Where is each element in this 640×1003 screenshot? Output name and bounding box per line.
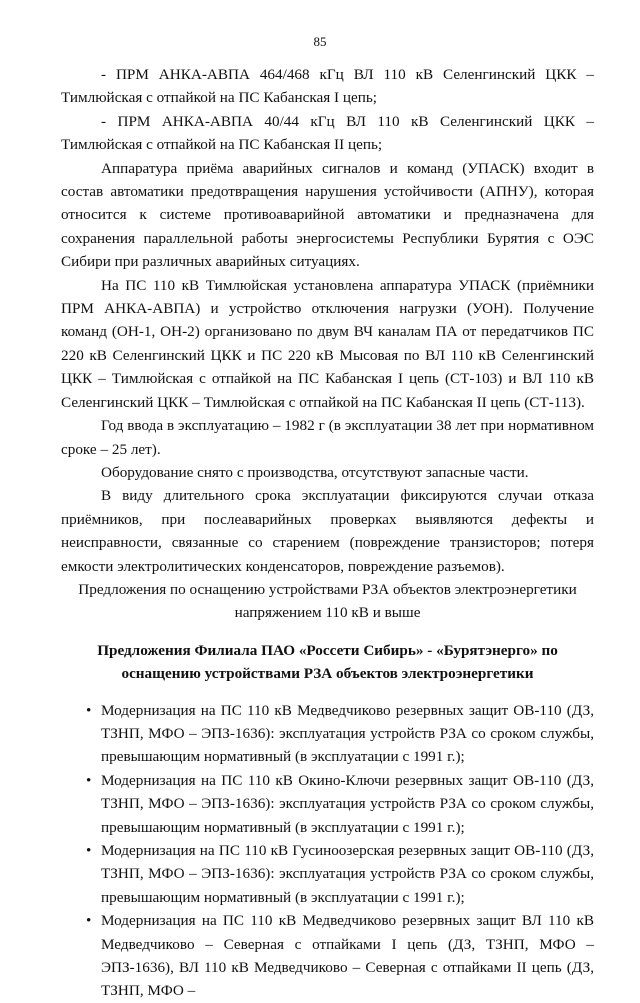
proposals-list: [61, 699, 594, 1003]
paragraph-failures: В виду длительного срока эксплуатации фиксируются случаи отказа приёмников, при послеаварийных проверках выявляются дефекты и неисправности, связанные со старением (повреждение транзисторов; потеря емкости электролитических конденсаторов, повреждение разъемов).: [61, 487, 594, 575]
list-item: [61, 699, 594, 769]
paragraph-prm-40: - ПРМ АНКА-АВПА 40/44 кГц ВЛ 110 кВ Селенгинский ЦКК – Тимлюйская с отпайкой на ПС Кабанская II цепь;: [61, 112, 594, 154]
bullet-icon: •: [86, 701, 92, 719]
section-title-line-2: напряжением 110 кВ и выше: [234, 604, 421, 622]
list-item-text: Модернизация на ПС 110 кВ Окино-Ключи резервных защит ОВ-110 (ДЗ, ТЗНП, МФО – ЭПЗ-1636): эксплуатация устройств РЗА со сроком службы, превышающим нормативный (в эксплуатации с 1991 г.);: [101, 771, 594, 836]
list-item: [61, 839, 594, 909]
paragraph-commissioning-year: Год ввода в эксплуатацию – 1982 г (в эксплуатации 38 лет при нормативном сроке – 25 лет).: [61, 417, 594, 458]
list-item: [61, 909, 594, 1003]
bold-heading-line-2: оснащению устройствами РЗА объектов электроэнергетики: [121, 665, 534, 683]
section-title: [61, 578, 594, 625]
list-item: [61, 769, 594, 839]
section-title-line-1: Предложения по оснащению устройствами РЗА объектов электроэнергетики: [78, 580, 577, 598]
paragraph-timlyuiskaya-equipment: На ПС 110 кВ Тимлюйская установлена аппаратура УПАСК (приёмники ПРМ АНКА-АВПА) и устройство отключения нагрузки (УОН). Получение команд (ОН-1, ОН-2) организовано по двум ВЧ каналам ПА от передатчиков ПС 220 кВ Селенгинский ЦКК и ПС 220 кВ Мысовая по ВЛ 110 кВ Селенгинский ЦКК – Тимлюйская с отпайкой на ПС Кабанская I цепь (СТ-103) и ВЛ 110 кВ Селенгинский ЦКК – Тимлюйская с отпайкой на ПС Кабанская II цепь (СТ-113).: [61, 276, 594, 411]
bullet-icon: •: [86, 842, 92, 859]
bold-heading-line-1: Предложения Филиала ПАО «Россети Сибирь» - «Бурятэнерго» по: [97, 641, 558, 659]
paragraph-discontinued: Оборудование снято с производства, отсутствуют запасные части.: [101, 463, 529, 481]
bullet-icon: •: [86, 771, 92, 789]
list-item-text: Модернизация на ПС 110 кВ Медведчиково резервных защит ОВ-110 (ДЗ, ТЗНП, МФО – ЭПЗ-1636): эксплуатация устройств РЗА со сроком службы, превышающим нормативный (в эксплуатации с 1991 г.);: [101, 701, 594, 766]
page-content: [61, 63, 594, 1003]
bullet-icon: •: [86, 912, 92, 930]
list-item-text: Модернизация на ПС 110 кВ Гусиноозерская резервных защит ОВ-110 (ДЗ, ТЗНП, МФО – ЭПЗ-1636): эксплуатация устройств РЗА со сроком службы, превышающим нормативный (в эксплуатации с 1991 г.);: [101, 842, 594, 906]
bold-heading: [61, 639, 594, 686]
paragraph-upask-description: Аппаратура приёма аварийных сигналов и команд (УПАСК) входит в состав автоматики предотвращения нарушения устойчивости (АПНУ), которая относится к системе противоаварийной автоматики и предназначена для сохранения параллельной работы энергосистемы Республики Бурятия с ОЭС Сибири при различных аварийных ситуациях.: [61, 159, 594, 271]
list-item-text: Модернизация на ПС 110 кВ Медведчиково резервных защит ВЛ 110 кВ Медведчиково – Северная с отпайками I цепь (ДЗ, ТЗНП, МФО – ЭПЗ-1636), ВЛ 110 кВ Медведчиково – Северная с отпайками II цепь (ДЗ, ТЗНП, МФО –: [101, 912, 594, 1000]
page-number: 85: [313, 34, 327, 49]
paragraph-prm-464: - ПРМ АНКА-АВПА 464/468 кГц ВЛ 110 кВ Селенгинский ЦКК – Тимлюйская с отпайкой на ПС Кабанская I цепь;: [61, 66, 594, 107]
